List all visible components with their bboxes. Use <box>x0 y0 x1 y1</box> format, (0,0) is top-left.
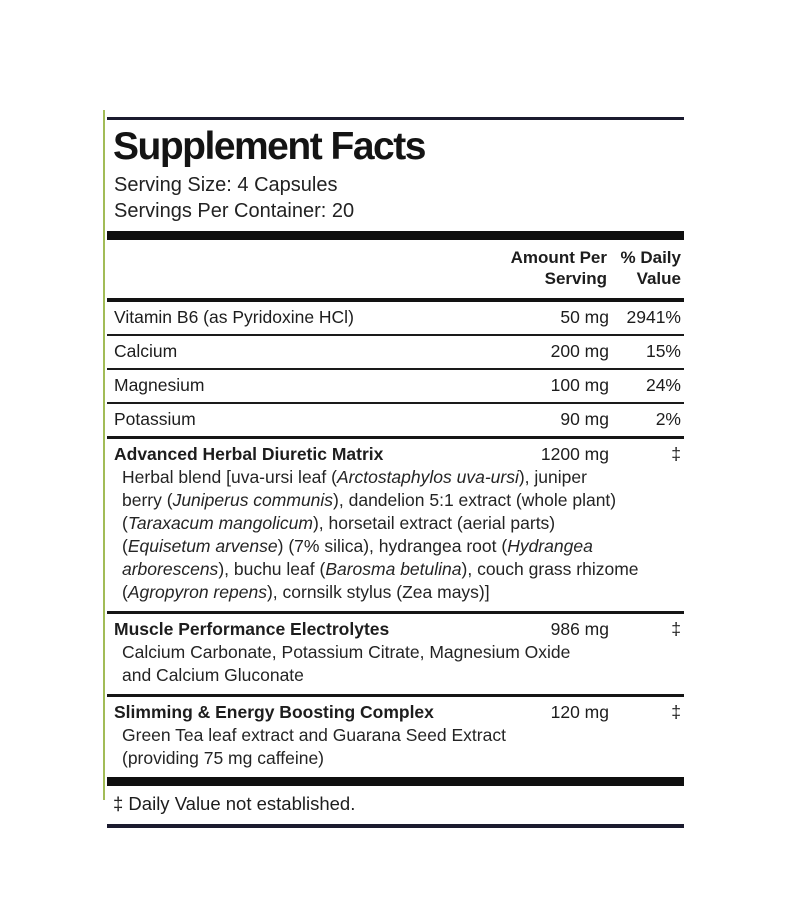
description-line: Herbal blend [uva-ursi leaf (Arctostaphylos uva-ursi), juniper <box>122 467 587 487</box>
section-header-row <box>107 697 684 724</box>
dv-header-line2: Value <box>636 269 681 288</box>
daily-value-footnote: ‡ Daily Value not established. <box>113 793 356 814</box>
nutrient-amount: 100 mg <box>550 375 609 395</box>
serving-size: Serving Size: 4 Capsules <box>114 174 338 196</box>
servings-per-container: Servings Per Container: 20 <box>114 200 355 222</box>
section-name: Muscle Performance Electrolytes <box>114 619 390 639</box>
amount-per-serving-header <box>495 247 607 289</box>
description-line: and Calcium Gluconate <box>122 665 304 685</box>
description-line: Calcium Carbonate, Potassium Citrate, Magnesium Oxide <box>122 642 571 662</box>
label-title: Supplement Facts <box>113 125 425 168</box>
table-row <box>107 404 684 436</box>
section-name: Advanced Herbal Diuretic Matrix <box>114 444 384 464</box>
section-header-row <box>107 614 684 641</box>
section-daily-value: ‡ <box>671 444 681 464</box>
section-description <box>122 466 684 604</box>
description-line: (providing 75 mg caffeine) <box>122 748 325 768</box>
table-row <box>107 370 684 402</box>
section-slimming-energy-complex <box>107 697 684 770</box>
section-daily-value: ‡ <box>671 619 681 639</box>
supplement-facts-label <box>107 117 684 828</box>
amount-header-line2: Serving <box>544 269 607 288</box>
description-line: berry (Juniperus communis), dandelion 5:1 extract (whole plant) <box>122 490 617 510</box>
section-herbal-diuretic-matrix <box>107 439 684 604</box>
nutrient-name: Magnesium <box>114 375 205 395</box>
table-header <box>107 240 684 298</box>
nutrient-name: Potassium <box>114 409 196 429</box>
table-row <box>107 302 684 334</box>
description-line: arborescens), buchu leaf (Barosma betulina), couch grass rhizome <box>122 559 639 579</box>
section-amount: 986 mg <box>550 619 609 639</box>
nutrient-amount: 200 mg <box>550 341 609 361</box>
divider-thick-bottom <box>107 777 684 786</box>
section-amount: 1200 mg <box>540 444 609 464</box>
section-name: Slimming & Energy Boosting Complex <box>114 702 434 722</box>
description-line: (Agropyron repens), cornsilk stylus (Zea mays)] <box>122 582 490 602</box>
dv-header-line1: % Daily <box>620 248 681 267</box>
nutrient-amount: 90 mg <box>560 409 609 429</box>
divider-thick-top <box>107 231 684 240</box>
table-row <box>107 336 684 368</box>
amount-header-line1: Amount Per <box>510 248 607 267</box>
description-line: (Equisetum arvense) (7% silica), hydrangea root (Hydrangea <box>122 536 593 556</box>
description-line: (Taraxacum mangolicum), horsetail extract (aerial parts) <box>122 513 556 533</box>
left-accent-line <box>103 110 105 800</box>
nutrient-name: Calcium <box>114 341 178 361</box>
section-muscle-electrolytes <box>107 614 684 687</box>
nutrient-daily-value: 2% <box>655 409 681 429</box>
nutrient-daily-value: 2941% <box>626 307 681 327</box>
section-daily-value: ‡ <box>671 702 681 722</box>
nutrient-daily-value: 15% <box>645 341 681 361</box>
section-amount: 120 mg <box>550 702 609 722</box>
nutrient-amount: 50 mg <box>560 307 609 327</box>
section-header-row <box>107 439 684 466</box>
section-description <box>122 641 684 687</box>
section-description <box>122 724 684 770</box>
nutrient-name: Vitamin B6 (as Pyridoxine HCl) <box>114 307 354 327</box>
nutrient-daily-value: 24% <box>645 375 681 395</box>
description-line: Green Tea leaf extract and Guarana Seed Extract <box>122 725 506 745</box>
daily-value-header <box>607 247 681 289</box>
